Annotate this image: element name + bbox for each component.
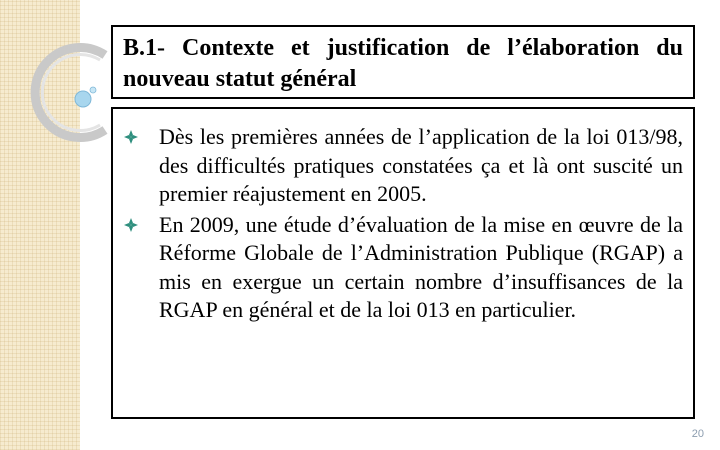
decorative-bubble-large [75, 91, 91, 107]
slide-number: 20 [691, 428, 704, 440]
bullet-item [159, 211, 683, 325]
content-box [111, 107, 695, 419]
diamond-bullet-icon [124, 130, 138, 144]
title-box [111, 25, 695, 99]
bullet-text: Dès les premières années de l’application de la loi 013/98, des difficultés pratiques constatées ça et là ont suscité un premier réajustement en 2005. [159, 124, 683, 206]
diamond-bullet-icon [124, 218, 138, 232]
bullet-item [159, 123, 683, 209]
bullet-text: En 2009, une étude d’évaluation de la mise en œuvre de la Réforme Globale de l’Administration Publique (RGAP) a mis en exergue un certain nombre d’insuffisances de la RGAP en général et de la loi 013 en particulier. [159, 211, 683, 322]
decorative-bubble-small [90, 87, 96, 93]
slide-title: B.1- Contexte et justification de l’élaboration du nouveau statut général [123, 35, 683, 92]
